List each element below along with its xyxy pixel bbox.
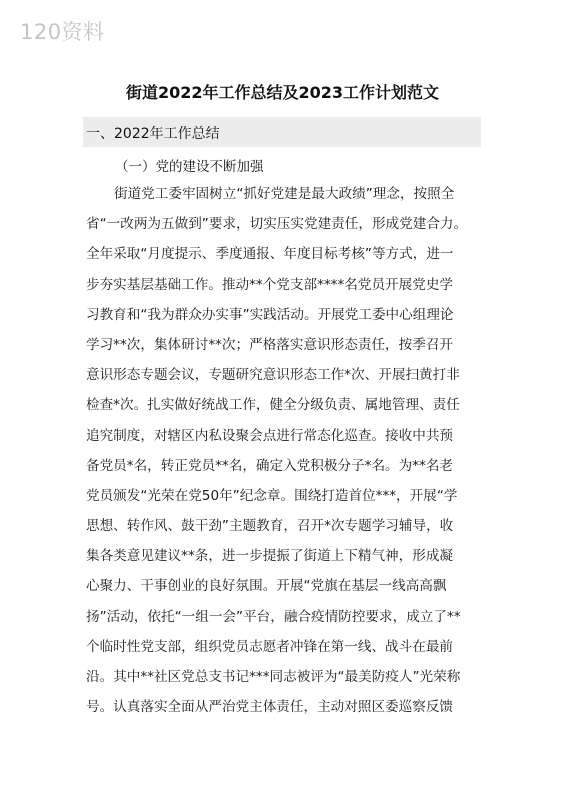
paragraph-line: 街道党工委牢固树立“抓好党建是最大政绩”理念，按照全	[114, 186, 455, 202]
body-text	[86, 179, 486, 722]
paragraph-line: 追究制度，对辖区内私设聚会点进行常态化巡查。接收中共预	[86, 427, 454, 444]
paragraph-line: 全年采取“月度提示、季度通报、年度目标考核”等方式，进一	[86, 246, 454, 263]
paragraph-line: 省“一改两为五做到”要求，切实压实党建责任，形成党建合力。	[86, 216, 468, 233]
paragraph-line: 意识形态专题会议，专题研究意识形态工作*次、开展扫黄打非	[86, 367, 460, 384]
paragraph-line: 个临时性党支部，组织党员志愿者冲锋在第一线、战斗在最前	[86, 638, 454, 655]
paragraph-line: 备党员*名，转正党员**名，确定入党积极分子*名。为**名老	[86, 457, 454, 474]
paragraph-line: 心聚力、干事创业的良好氛围。开展“党旗在基层一线高高飘	[86, 578, 447, 595]
paragraph-line: 沿。其中**社区党总支书记***同志被评为“最美防疫人”光荣称	[86, 669, 461, 685]
paragraph-line: 号。认真落实全面从严治党主体责任，主动对照区委巡察反馈	[86, 699, 454, 716]
document-title: 街道2022年工作总结及2023工作计划范文	[125, 83, 440, 102]
subsection-heading: （一）党的建设不断加强	[115, 159, 264, 175]
paragraph-line: 学习**次，集体研讨**次；严格落实意识形态责任，按季召开	[86, 336, 454, 353]
paragraph-line: 习教育和“我为群众办实事”实践活动。开展党工委中心组理论	[86, 306, 454, 323]
section-heading: 一、2022年工作总结	[86, 126, 220, 142]
paragraph-line: 扬”活动，依托“一组一会”平台，融合疫情防控要求，成立了**	[86, 608, 461, 625]
paragraph-line: 检查*次。扎实做好统战工作，健全分级负责、属地管理、责任	[86, 397, 460, 414]
paragraph-line: 党员颁发“光荣在党50年”纪念章。围绕打造首位***，开展“学	[86, 487, 458, 504]
paragraph-line: 步夯实基层基础工作。推动**个党支部****名党员开展党史学	[86, 276, 454, 293]
paragraph-line: 集各类意见建议**条，进一步提振了街道上下精气神，形成凝	[86, 548, 454, 565]
watermark: 120资料	[20, 20, 105, 44]
paragraph-line: 思想、转作风、鼓干劲”主题教育，召开*次专题学习辅导，收	[86, 518, 454, 535]
